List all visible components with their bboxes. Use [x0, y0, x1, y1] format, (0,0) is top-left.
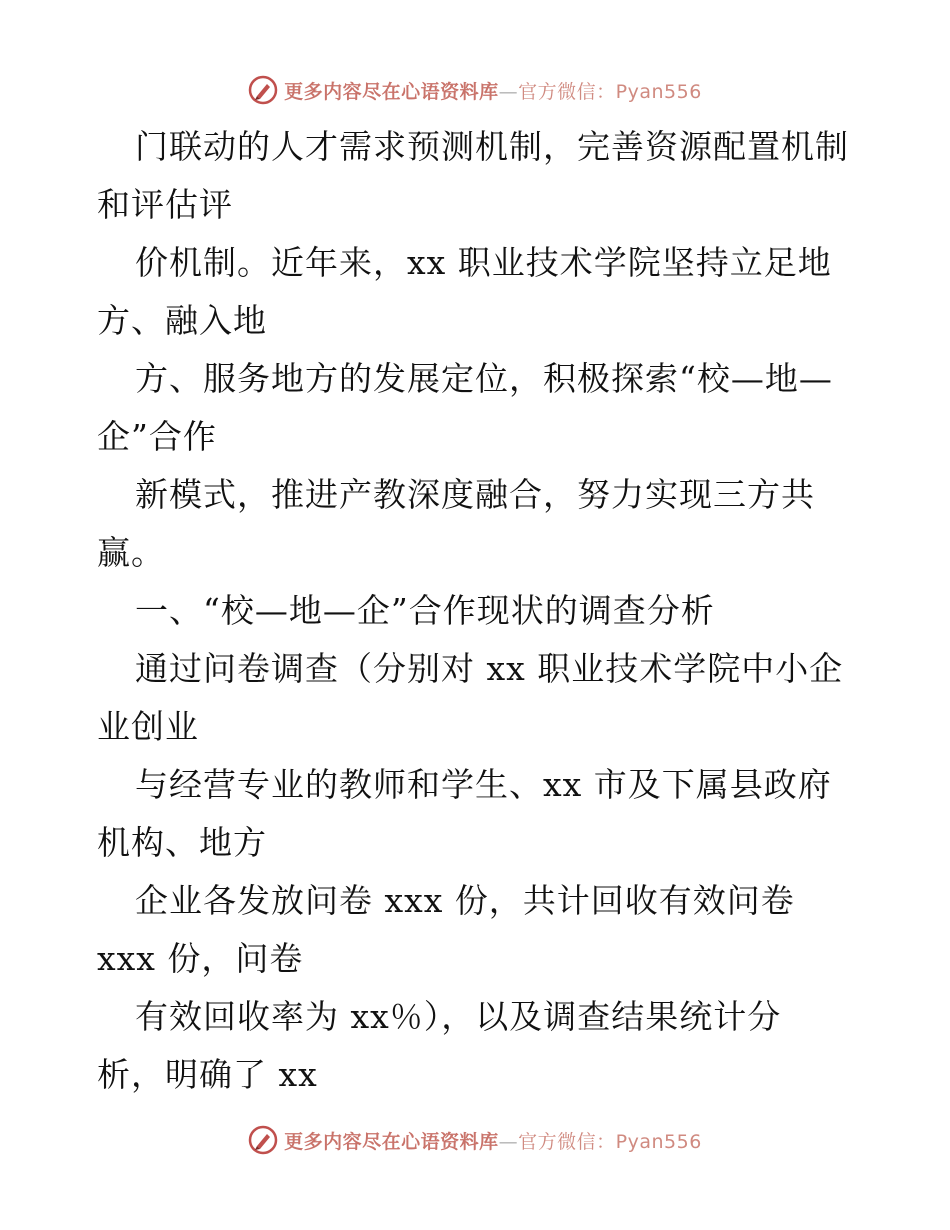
text-line: 价机制。近年来，xx 职业技术学院坚持立足地 — [135, 243, 832, 282]
text-line: 析，明确了 xx — [97, 1055, 318, 1094]
text-line: 方、融入地 — [97, 301, 267, 340]
footer-banner — [0, 1120, 950, 1160]
text-line: 机构、地方 — [97, 823, 267, 862]
text-line: 门联动的人才需求预测机制，完善资源配置机制 — [135, 127, 849, 166]
text-line: 新模式，推进产教深度融合，努力实现三方共 — [135, 475, 815, 514]
pen-logo-icon — [248, 75, 278, 105]
text-line: 方、服务地方的发展定位，积极探索“校—地— — [135, 359, 833, 398]
text-line: 业创业 — [97, 707, 199, 746]
text-line: 赢。 — [97, 533, 165, 572]
text-line: 和评估评 — [97, 185, 233, 224]
text-line: 与经营专业的教师和学生、xx 市及下属县政府 — [135, 765, 832, 804]
text-line: 通过问卷调查（分别对 xx 职业技术学院中小企 — [135, 649, 844, 688]
text-line: 企业各发放问卷 xxx 份，共计回收有效问卷 — [135, 881, 795, 920]
document-body — [97, 118, 867, 1104]
section-heading: 一、“校—地—企”合作现状的调查分析 — [135, 591, 715, 630]
pen-logo-icon — [248, 1125, 278, 1155]
text-line: xxx 份，问卷 — [97, 939, 304, 978]
text-line: 有效回收率为 xx％），以及调查结果统计分 — [135, 997, 782, 1036]
banner-text: 更多内容尽在心语资料库—官方微信：Pyan556 — [284, 80, 702, 103]
text-line: 企”合作 — [97, 417, 217, 456]
banner-text: 更多内容尽在心语资料库—官方微信：Pyan556 — [284, 1130, 702, 1153]
header-banner — [0, 70, 950, 110]
